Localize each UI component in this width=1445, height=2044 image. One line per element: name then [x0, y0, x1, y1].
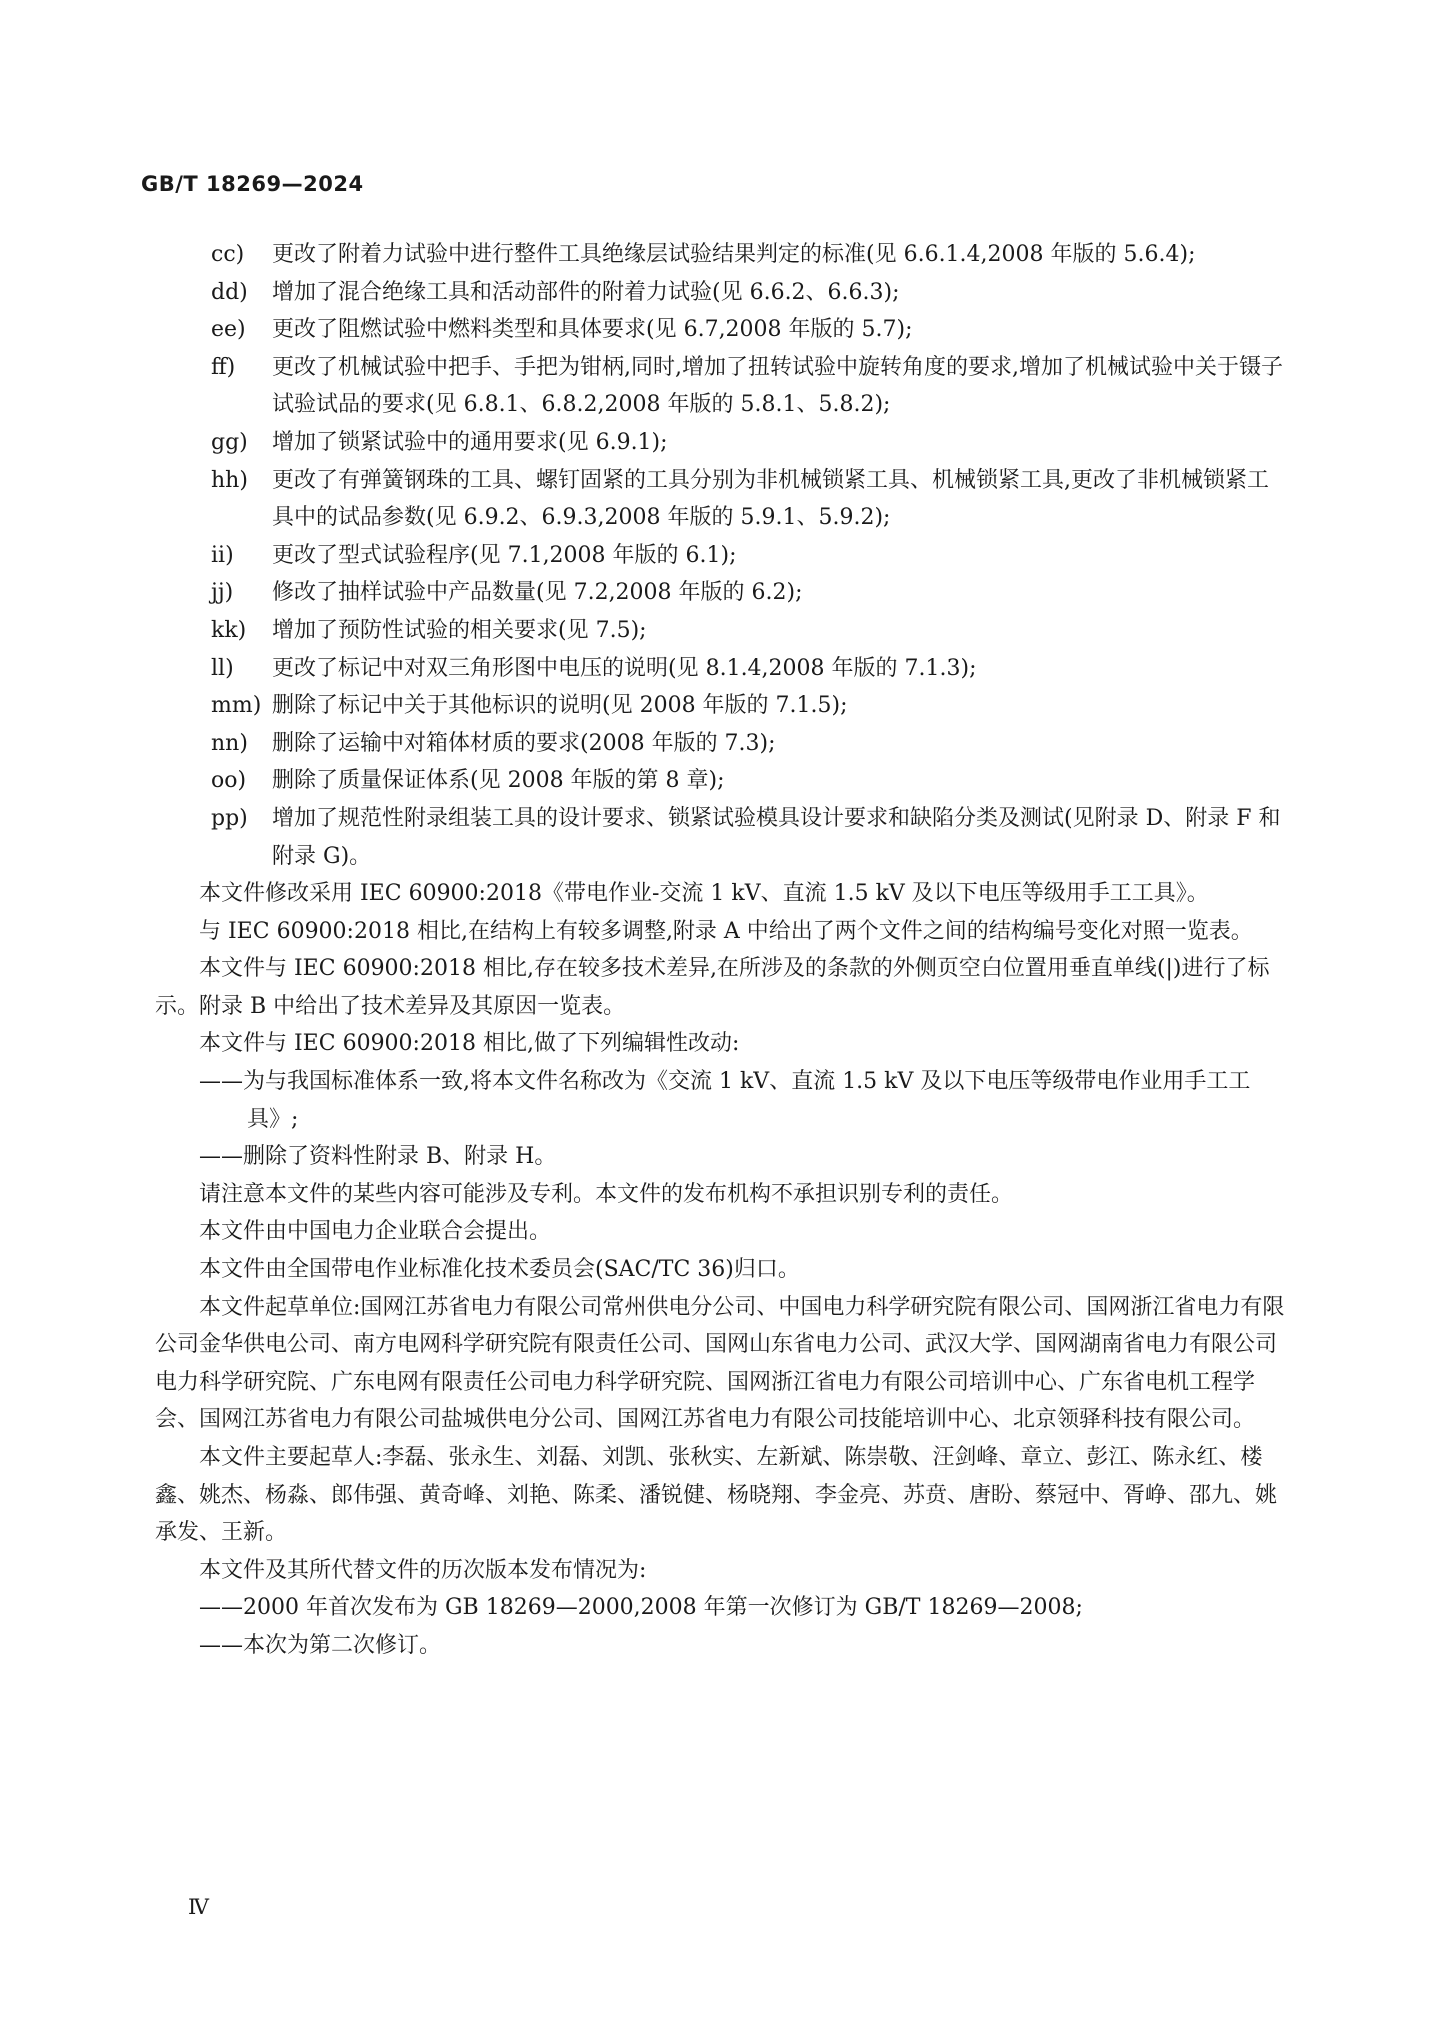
list-item-text: 删除了标记中关于其他标识的说明(见 2008 年版的 7.1.5); — [272, 693, 848, 719]
list-item — [155, 612, 1288, 650]
page-number: Ⅳ — [188, 1895, 209, 1919]
list-item-label: oo) — [211, 768, 247, 794]
committee-paragraph: 本文件由全国带电作业标准化技术委员会(SAC/TC 36)归口。 — [199, 1257, 800, 1283]
drafting-units-paragraph: 本文件起草单位:国网江苏省电力有限公司常州供电分公司、中国电力科学研究院有限公司、国网浙江省电力有限公司金华供电公司、南方电网科学研究院有限责任公司、国网山东省电力公司、武汉大学、国网湖南省电力有限公司电力科学研究院、广东电网有限责任公司电力科学研究院、国网浙江省电力有限公司培训中心、广东省电机工程学会、国网江苏省电力有限公司盐城供电分公司、国网江苏省电力有限公司技能培训中心、北京领驿科技有限公司。 — [155, 1294, 1285, 1433]
list-item-text: 增加了锁紧试验中的通用要求(见 6.9.1); — [272, 429, 668, 455]
list-item-text: 更改了型式试验程序(见 7.1,2008 年版的 6.1); — [272, 542, 737, 568]
list-item-label: mm) — [211, 693, 262, 719]
list-item — [155, 574, 1288, 612]
list-item-text: 更改了标记中对双三角形图中电压的说明(见 8.1.4,2008 年版的 7.1.3); — [272, 655, 977, 681]
list-item-label: dd) — [211, 279, 248, 305]
list-item-text: 删除了质量保证体系(见 2008 年版的第 8 章); — [272, 768, 725, 794]
change-list — [155, 236, 1288, 875]
list-item — [155, 236, 1288, 274]
drafters-paragraph: 本文件主要起草人:李磊、张永生、刘磊、刘凯、张秋实、左新斌、陈崇敬、汪剑峰、章立、彭江、陈永红、楼鑫、姚杰、杨淼、郎伟强、黄奇峰、刘艳、陈柔、潘锐健、杨晓翔、李金亮、苏贲、唐盼、蔡冠中、胥峥、邵九、姚承发、王新。 — [155, 1445, 1278, 1546]
list-item-label: ee) — [211, 317, 246, 343]
list-item-label: jj) — [211, 580, 234, 606]
editorial-changes-intro: 本文件与 IEC 60900:2018 相比,做了下列编辑性改动: — [199, 1031, 740, 1057]
list-item-label: cc) — [211, 242, 245, 267]
list-item-label: kk) — [211, 617, 247, 643]
structure-paragraph: 与 IEC 60900:2018 相比,在结构上有较多调整,附录 A 中给出了两个文件之间的结构编号变化对照一览表。 — [199, 918, 1253, 944]
list-item-label: nn) — [211, 730, 248, 756]
list-item-label: ll) — [211, 655, 234, 681]
editorial-change-item: ——为与我国标准体系一致,将本文件名称改为《交流 1 kV、直流 1.5 kV 及以下电压等级带电作业用手工工具》; — [199, 1069, 1251, 1132]
history-item: ——2000 年首次发布为 GB 18269—2000,2008 年第一次修订为 GB/T 18269—2008; — [199, 1595, 1083, 1621]
history-item: ——本次为第二次修订。 — [199, 1632, 442, 1658]
list-item — [155, 424, 1288, 462]
list-item — [155, 687, 1288, 725]
standard-number: GB/T 18269—2024 — [141, 172, 364, 196]
foreword-body — [155, 236, 1288, 1665]
list-item-text: 更改了有弹簧钢珠的工具、螺钉固紧的工具分别为非机械锁紧工具、机械锁紧工具,更改了非机械锁紧工具中的试品参数(见 6.9.2、6.9.3,2008 年版的 5.9.1、5.9.2); — [272, 467, 1269, 531]
list-item — [155, 650, 1288, 688]
list-item-label: pp) — [211, 805, 248, 831]
list-item-text: 更改了阻燃试验中燃料类型和具体要求(见 6.7,2008 年版的 5.7); — [272, 317, 913, 343]
list-item-text: 更改了附着力试验中进行整件工具绝缘层试验结果判定的标准(见 6.6.1.4,2008 年版的 5.6.4); — [272, 242, 1196, 267]
adoption-paragraph: 本文件修改采用 IEC 60900:2018《带电作业-交流 1 kV、直流 1.5 kV 及以下电压等级用手工工具》。 — [199, 881, 1209, 907]
list-item-label: ii) — [211, 542, 234, 568]
list-item-label: gg) — [211, 429, 248, 455]
history-intro: 本文件及其所代替文件的历次版本发布情况为: — [199, 1557, 647, 1583]
list-item-text: 增加了预防性试验的相关要求(见 7.5); — [272, 617, 647, 643]
list-item — [155, 274, 1288, 312]
technical-differences-paragraph: 本文件与 IEC 60900:2018 相比,存在较多技术差异,在所涉及的条款的外侧页空白位置用垂直单线(|)进行了标示。附录 B 中给出了技术差异及其原因一览表。 — [155, 956, 1270, 1019]
list-item-label: ff) — [211, 354, 236, 380]
list-item — [155, 762, 1288, 800]
editorial-change-item: ——删除了资料性附录 B、附录 H。 — [199, 1144, 557, 1170]
list-item-text: 删除了运输中对箱体材质的要求(2008 年版的 7.3); — [272, 730, 776, 756]
list-item-text: 修改了抽样试验中产品数量(见 7.2,2008 年版的 6.2); — [272, 580, 803, 606]
list-item — [155, 800, 1288, 875]
list-item-text: 增加了混合绝缘工具和活动部件的附着力试验(见 6.6.2、6.6.3); — [272, 279, 900, 305]
proposer-paragraph: 本文件由中国电力企业联合会提出。 — [199, 1219, 552, 1245]
list-item — [155, 537, 1288, 575]
list-item — [155, 462, 1288, 537]
patent-notice: 请注意本文件的某些内容可能涉及专利。本文件的发布机构不承担识别专利的责任。 — [199, 1181, 1014, 1207]
list-item — [155, 725, 1288, 763]
list-item-label: hh) — [211, 467, 248, 493]
list-item — [155, 311, 1288, 349]
list-item-text: 更改了机械试验中把手、手把为钳柄,同时,增加了扭转试验中旋转角度的要求,增加了机械试验中关于镊子试验试品的要求(见 6.8.1、6.8.2,2008 年版的 5.8.1、5.8.2); — [272, 354, 1283, 418]
list-item — [155, 349, 1288, 424]
list-item-text: 增加了规范性附录组装工具的设计要求、锁紧试验模具设计要求和缺陷分类及测试(见附录 D、附录 F 和附录 G)。 — [272, 805, 1281, 869]
